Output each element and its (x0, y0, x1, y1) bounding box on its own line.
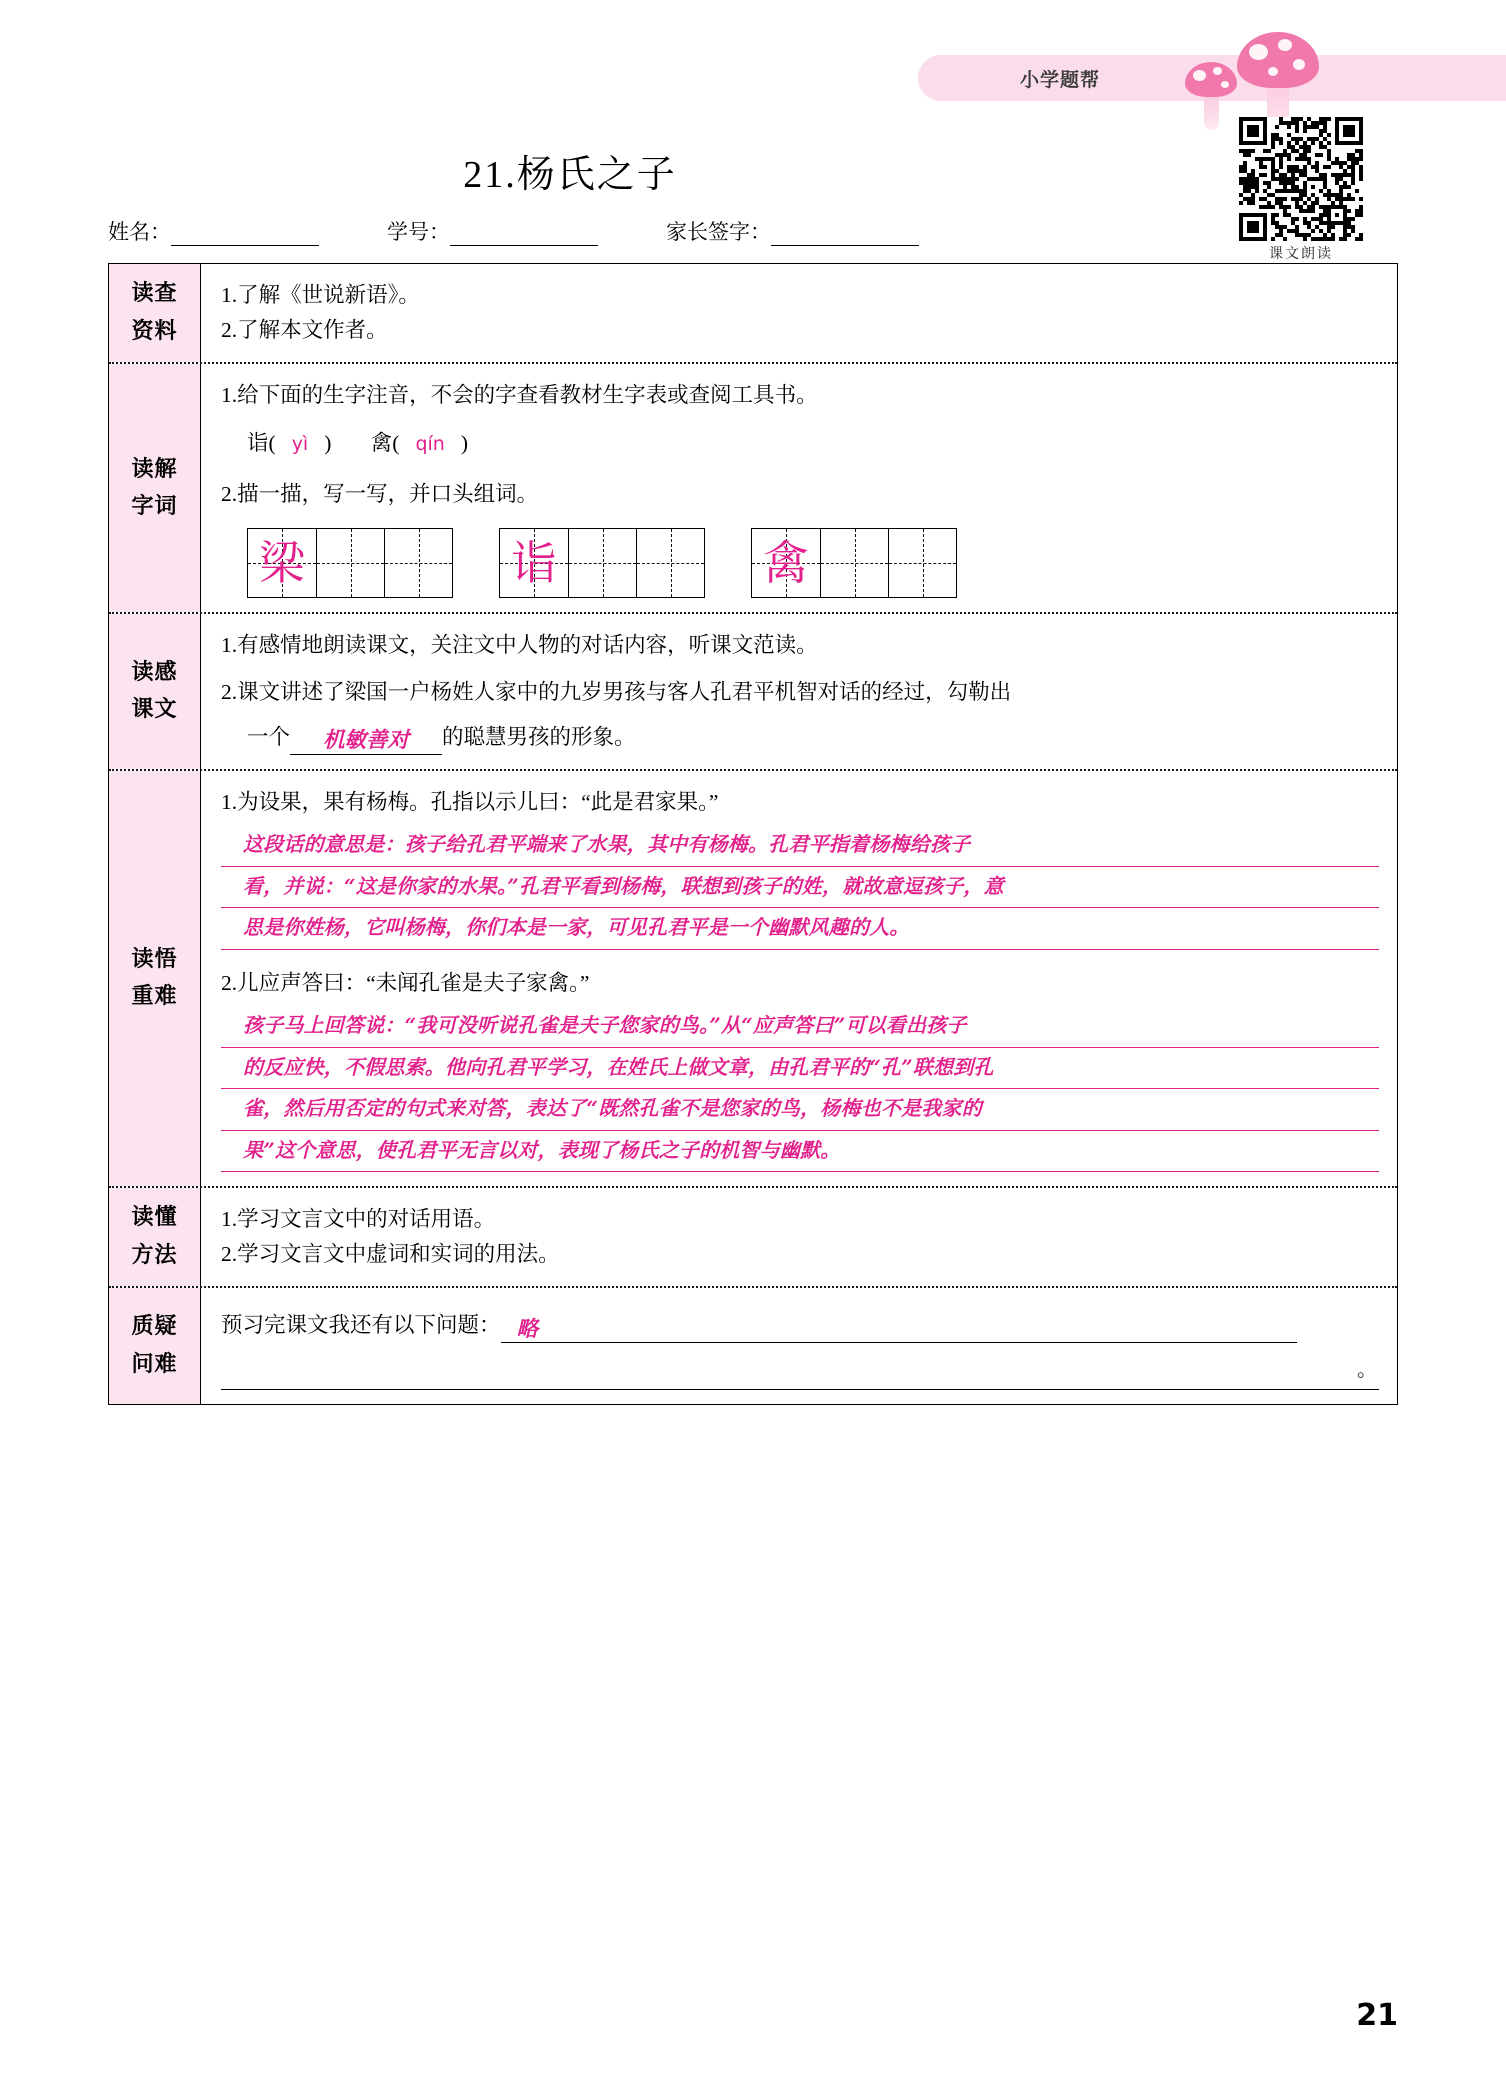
questioning-prompt-row (221, 1308, 1379, 1343)
row-category-line: 重难 (131, 984, 178, 1010)
student-id-field-label: 学号： (387, 220, 450, 244)
row-category-line: 读感 (131, 659, 178, 685)
table-row (109, 264, 1397, 364)
pinyin-item (371, 431, 468, 455)
answer-line[interactable]: 果”这个意思，使孔君平无言以对，表现了杨氏之子的机智与幽默。 (221, 1131, 1379, 1172)
paren-close: ) (460, 431, 469, 456)
question-stem: 2.儿应声答曰：“未闻孔雀是夫子家禽。” (221, 970, 590, 995)
task-line: 2.学习文言文中虚词和实词的用法。 (221, 1241, 560, 1266)
row-content-read-research (201, 264, 1397, 362)
questioning-answer[interactable]: 略 (501, 1318, 1297, 1343)
pinyin-exercise (247, 426, 1379, 461)
row-category-read-feel (109, 614, 201, 768)
row-category-line: 问难 (131, 1351, 178, 1377)
table-row (109, 614, 1397, 770)
table-row (109, 364, 1397, 614)
pinyin-answer[interactable]: qín (415, 433, 445, 456)
table-row (109, 1288, 1397, 1404)
table-row (109, 771, 1397, 1188)
task-line: 2.课文讲述了梁国一户杨姓人家中的九岁男孩与客人孔君平机智对话的经过，勾勒出 (221, 679, 1012, 704)
parent-signature-field-label: 家长签字： (666, 220, 771, 244)
questioning-writing-line[interactable] (221, 1355, 1379, 1390)
parent-signature-field[interactable] (666, 216, 919, 246)
answer-line[interactable]: 这段话的意思是：孩子给孔君平端来了水果，其中有杨梅。孔君平指着杨梅给孩子 (221, 825, 1379, 866)
character-grid[interactable] (247, 528, 453, 598)
answer-line[interactable]: 雀，然后用否定的句式来对答，表达了“既然孔雀不是您家的鸟，杨梅也不是我家的 (221, 1089, 1379, 1130)
answer-line[interactable]: 孩子马上回答说：“我可没听说孔雀是夫子您家的鸟。”从“应声答曰”可以看出孩子 (221, 1006, 1379, 1047)
qr-code-caption: 课文朗读 (1269, 247, 1333, 262)
row-category-read-comprehend (109, 771, 201, 1186)
row-content-questioning (201, 1288, 1397, 1404)
student-id-field-rule[interactable] (450, 225, 598, 246)
row-category-line: 方法 (131, 1242, 178, 1268)
task-line: 1.有感情地朗读课文，关注文中人物的对话内容，听课文范读。 (221, 633, 818, 658)
task-line: 1.了解《世说新语》。 (221, 283, 420, 307)
character-grid[interactable] (499, 528, 705, 598)
questioning-prompt: 预习完课文我还有以下问题： (221, 1312, 501, 1337)
name-field-label: 姓名： (108, 220, 171, 244)
row-category-line: 读查 (131, 281, 178, 307)
name-field-rule[interactable] (171, 225, 319, 246)
grid-cell-empty[interactable] (888, 529, 956, 597)
fill-in-blank-answer[interactable]: 机敏善对 (290, 729, 442, 755)
pinyin-item (247, 431, 337, 455)
student-id-field[interactable] (387, 216, 598, 246)
row-category-read-vocabulary (109, 364, 201, 612)
student-info-row (108, 216, 1108, 246)
parent-signature-field-rule[interactable] (771, 225, 919, 246)
table-row (109, 1188, 1397, 1288)
row-category-line: 资料 (131, 318, 178, 344)
page-title: 21.杨氏之子 (463, 154, 677, 196)
qr-code-canvas (1239, 117, 1363, 241)
character-grid[interactable] (751, 528, 957, 598)
answer-line[interactable]: 的反应快，不假思索。他向孔君平学习，在姓氏上做文章，由孔君平的“孔”联想到孔 (221, 1048, 1379, 1089)
row-category-line: 质疑 (131, 1314, 178, 1340)
pinyin-target-char: 诣 (247, 431, 269, 456)
row-category-line: 字词 (131, 493, 178, 519)
qr-code[interactable] (1239, 117, 1363, 241)
question-stem: 1.为设果，果有杨梅。孔指以示儿曰：“此是君家果。” (221, 789, 719, 814)
end-punctuation: 。 (1357, 1359, 1377, 1382)
character-practice-grids (247, 528, 1379, 598)
grid-cell-filled (248, 529, 316, 597)
paren-open: ( (392, 431, 400, 456)
grid-cell-filled (500, 529, 568, 597)
grid-cell-empty[interactable] (568, 529, 636, 597)
row-content-read-method (201, 1188, 1397, 1286)
task-line: 2.描一描，写一写，并口头组词。 (221, 482, 539, 507)
sentence-suffix: 的聪慧男孩的形象。 (442, 724, 636, 749)
grid-character: 禽 (763, 535, 809, 590)
row-category-questioning (109, 1288, 201, 1404)
grid-cell-empty[interactable] (316, 529, 384, 597)
pinyin-answer[interactable]: yì (291, 433, 309, 456)
row-category-read-research (109, 264, 201, 362)
pinyin-target-char: 禽 (370, 431, 393, 456)
row-category-read-method (109, 1188, 201, 1286)
answer-line[interactable]: 思是你姓杨，它叫杨梅，你们本是一家，可见孔君平是一个幽默风趣的人。 (221, 908, 1379, 949)
row-category-line: 课文 (131, 697, 178, 723)
task-line: 1.给下面的生字注音，不会的字查看教材生字表或查阅工具书。 (221, 382, 818, 407)
row-category-line: 读懂 (131, 1205, 178, 1231)
row-category-line: 读悟 (131, 946, 178, 972)
paren-open: ( (268, 431, 276, 456)
grid-cell-filled (752, 529, 820, 597)
page-number: 21 (1356, 1998, 1398, 2033)
row-category-line: 读解 (131, 456, 178, 482)
row-content-read-vocabulary (201, 364, 1397, 612)
answer-line[interactable]: 看，并说：“这是你家的水果。”孔君平看到杨梅，联想到孩子的姓，就故意逗孩子，意 (221, 867, 1379, 908)
task-line: 2.了解本文作者。 (221, 317, 388, 342)
paren-close: ) (324, 431, 332, 456)
worksheet-table (108, 263, 1398, 1405)
grid-character: 梁 (259, 535, 305, 590)
row-content-read-feel (201, 614, 1397, 768)
fill-in-sentence (247, 720, 1379, 755)
grid-character: 诣 (511, 535, 557, 590)
grid-cell-empty[interactable] (384, 529, 452, 597)
brand-banner-label: 小学题帮 (1020, 69, 1101, 91)
sentence-prefix: 一个 (247, 724, 291, 749)
grid-cell-empty[interactable] (820, 529, 888, 597)
name-field[interactable] (108, 216, 319, 246)
grid-cell-empty[interactable] (636, 529, 704, 597)
task-line: 1.学习文言文中的对话用语。 (221, 1207, 496, 1232)
row-content-read-comprehend (201, 771, 1397, 1186)
